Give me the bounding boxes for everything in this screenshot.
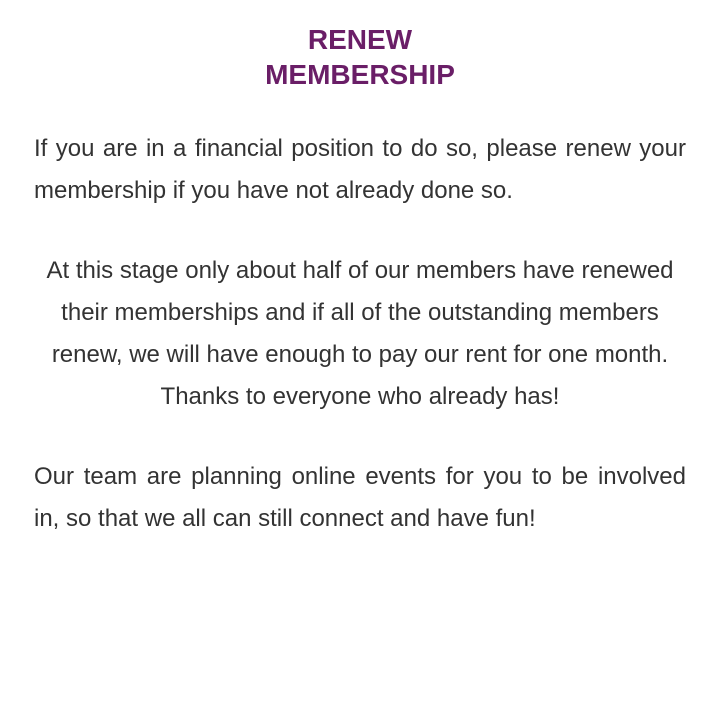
paragraph-renewal-status: At this stage only about half of our members have renewed their memberships and if all of the outstanding members renew, we will have enough to pay our rent for one month. Thanks to everyone who already has! <box>46 257 674 410</box>
paragraph-renew-request: If you are in a financial position to do so, please renew your membership if you have not already done so. <box>34 135 686 204</box>
title-line-2: MEMBERSHIP <box>265 59 455 90</box>
paragraph-online-events: Our team are planning online events for you to be involved in, so that we all can still connect and have fun! <box>34 463 686 532</box>
page-title <box>34 22 686 92</box>
membership-notice <box>0 22 720 706</box>
title-line-1: RENEW <box>307 24 413 55</box>
